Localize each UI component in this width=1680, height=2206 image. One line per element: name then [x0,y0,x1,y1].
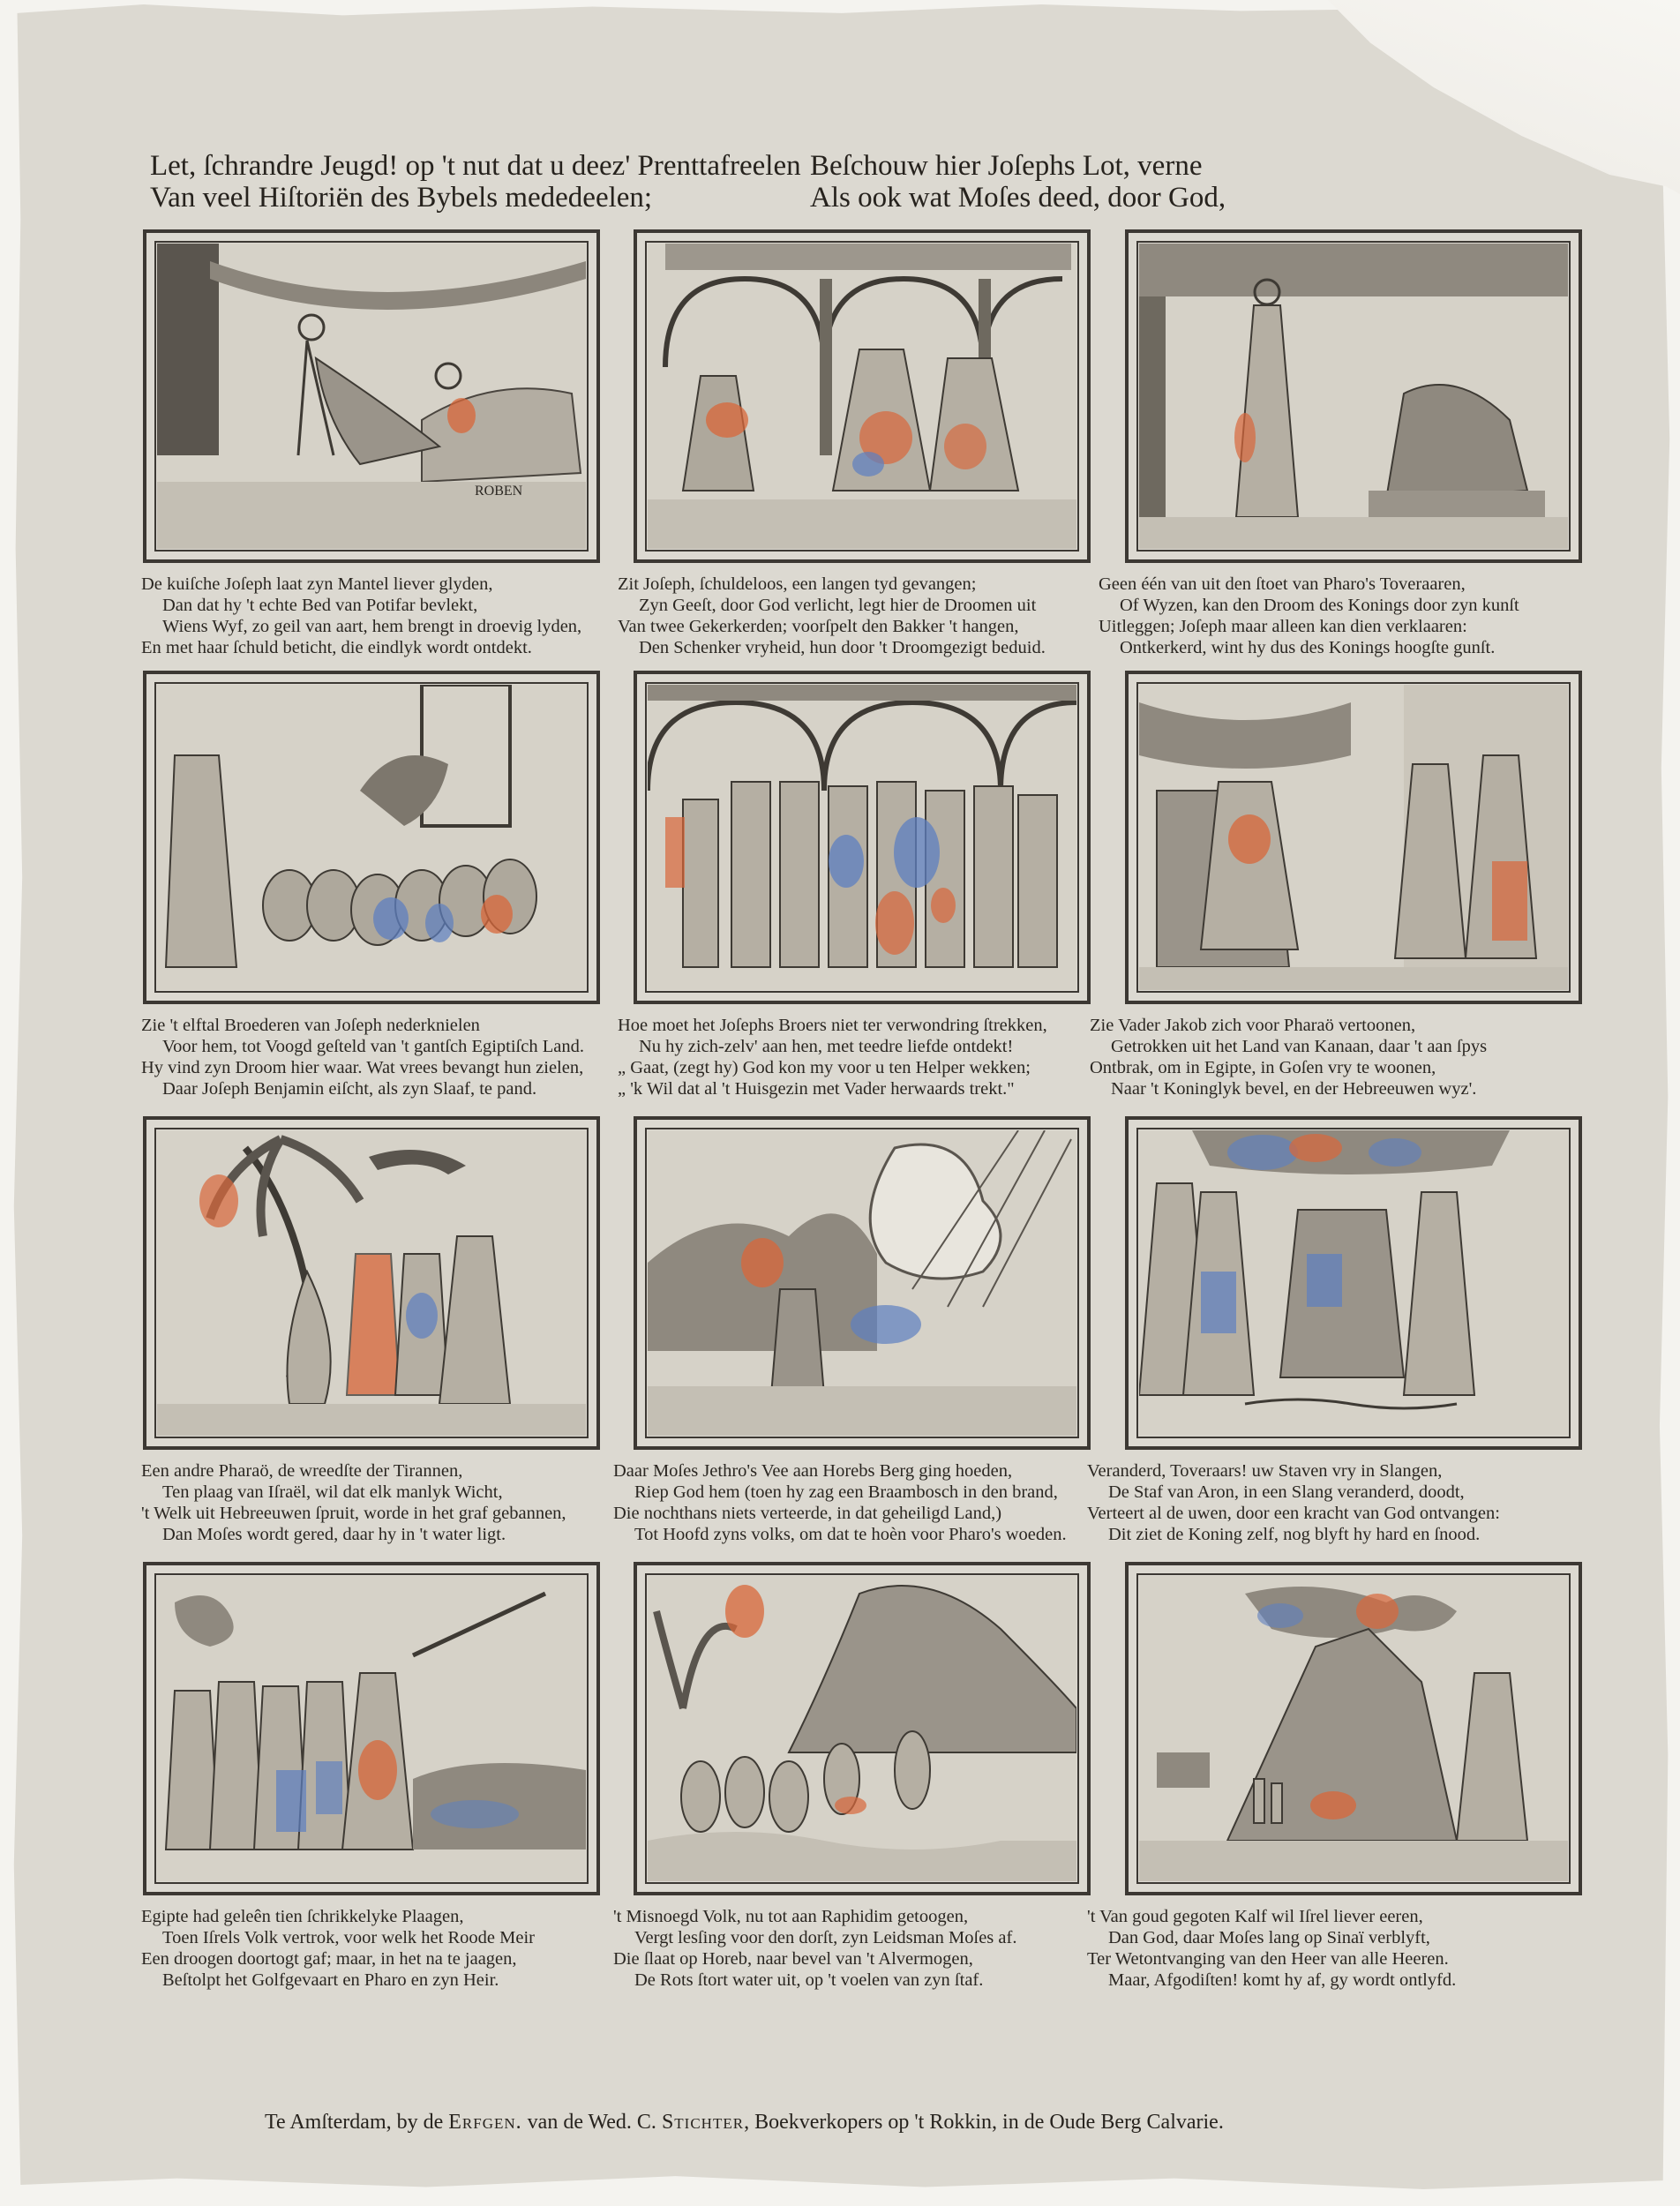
caption-7 [141,1460,635,1545]
woodcut-panel-8 [634,1116,1091,1450]
caption-10 [141,1906,635,1991]
caption-line: Voor hem, tot Voogd geſteld van 't gantſch Egiptiſch Land. [162,1037,584,1056]
woodcut-panel-3 [1125,229,1582,563]
caption-line: Hoe moet het Joſephs Broers niet ter verwondring ſtrekken, [618,1016,1047,1035]
caption-6 [1090,1015,1584,1099]
caption-line: Geen één van uit den ſtoet van Pharo's Toveraaren, [1099,574,1466,594]
imprint-publisher-name: Stichter [661,2111,745,2134]
caption-line: 't Welk uit Hebreeuwen ſpruit, worde in het graf gebannen, [141,1504,566,1523]
woodcut-panel-6 [1125,671,1582,1004]
caption-1 [141,574,635,658]
woodcut-image-12 [1139,1576,1568,1881]
caption-line: Veranderd, Toveraars! uw Staven vry in Slangen, [1087,1461,1443,1481]
caption-12 [1087,1906,1581,1991]
title-right-line-2: Als ook wat Moſes deed, door God, [810,182,1226,214]
caption-line: Daar Moſes Jethro's Vee aan Horebs Berg ging hoeden, [613,1461,1013,1481]
caption-line: Wiens Wyf, zo geil van aart, hem brengt in droevig lyden, [162,617,582,636]
caption-line: Uitleggen; Joſeph maar alleen kan dien verklaaren: [1099,617,1467,636]
woodcut-panel-9 [1125,1116,1582,1450]
imprint-suffix: , Boekverkopers op 't Rokkin, in de Oude Berg Calvarie. [744,2111,1224,2134]
caption-line: Den Schenker vryheid, hun door 't Droomgezigt beduid. [639,638,1046,657]
caption-5 [618,1015,1112,1099]
caption-line: Hy vind zyn Droom hier waar. Wat vrees bevangt hun zielen, [141,1058,584,1077]
title-left-line-2: Van veel Hiſtoriën des Bybels mededeelen; [150,182,653,214]
caption-line: Zit Joſeph, ſchuldeloos, een langen tyd gevangen; [618,574,977,594]
caption-line: Ontkerkerd, wint hy dus des Konings hoogſte gunſt. [1120,638,1496,657]
caption-line: Dan God, daar Moſes lang op Sinaï verblyft, [1108,1928,1430,1947]
woodcut-image-10 [157,1576,586,1881]
caption-line: Ontbrak, om in Egipte, in Goſen vry te woonen, [1090,1058,1436,1077]
title-right [810,150,1226,214]
caption-line: Maar, Afgodiſten! komt hy af, gy wordt ontlyfd. [1108,1970,1457,1990]
caption-2 [618,574,1112,658]
woodcut-panel-10 [143,1562,600,1895]
publisher-imprint [265,2111,1429,2135]
caption-line: Of Wyzen, kan den Droom des Konings door zyn kunſt [1120,596,1519,615]
caption-line: Beſtolpt het Golfgevaart en Pharo en zyn Heir. [162,1970,499,1990]
woodcut-image-8 [648,1130,1076,1436]
caption-line: Nu hy zich-zelv' aan hen, met teedre liefde ontdekt! [639,1037,1014,1056]
title-right-line-1: Beſchouw hier Joſephs Lot, verne [810,150,1203,182]
woodcut-image-9 [1139,1130,1568,1436]
caption-9 [1087,1460,1581,1545]
woodcut-panel-5 [634,671,1091,1004]
caption-line: De Rots ſtort water uit, op 't voelen van zyn ſtaf. [634,1970,984,1990]
caption-3 [1099,574,1593,658]
woodcut-panel-2 [634,229,1091,563]
caption-4 [141,1015,635,1099]
woodcut-panel-11 [634,1562,1091,1895]
caption-line: Ter Wetontvanging van den Heer van alle Heeren. [1087,1949,1449,1969]
caption-line: Een andre Pharaö, de wreedſte der Tirannen, [141,1461,463,1481]
caption-line: De kuiſche Joſeph laat zyn Mantel liever glyden, [141,574,493,594]
caption-line: Egipte had geleên tien ſchrikkelyke Plaagen, [141,1907,464,1926]
caption-line: Een droogen doortogt gaf; maar, in het na te jaagen, [141,1949,517,1969]
caption-line: Die nochthans niets verteerde, in dat geheiligd Land,) [613,1504,1002,1523]
caption-line: Zie Vader Jakob zich voor Pharaö vertoonen, [1090,1016,1416,1035]
caption-line: Riep God hem (toen hy zag een Braambosch in den brand, [634,1482,1058,1502]
caption-line: „ Gaat, (zegt hy) God kon my voor u ten Helper wekken; [618,1058,1031,1077]
caption-11 [613,1906,1107,1991]
caption-line: Die ſlaat op Horeb, naar bevel van 't Alvermogen, [613,1949,973,1969]
caption-line: „ 'k Wil dat al 't Huisgezin met Vader herwaards trekt." [618,1079,1015,1099]
woodcut-image-3 [1139,244,1568,549]
woodcut-image-11 [648,1576,1076,1881]
imprint-mid: van de Wed. C. [527,2111,656,2134]
caption-line: Vergt lesſing voor den dorſt, zyn Leidsman Moſes af. [634,1928,1017,1947]
caption-8 [613,1460,1107,1545]
caption-line: De Staf van Aron, in een Slang veranderd, doodt, [1108,1482,1465,1502]
caption-line: Naar 't Koninglyk bevel, en der Hebreeuwen wyz'. [1111,1079,1477,1099]
caption-line: Ten plaag van Iſraël, wil dat elk manlyk Wicht, [162,1482,503,1502]
caption-line: Dit ziet de Koning zelf, nog blyft hy hard en ſnood. [1108,1525,1481,1544]
woodcut-image-1 [157,244,586,549]
woodcut-image-6 [1139,685,1568,990]
caption-line: En met haar ſchuld beticht, die eindlyk wordt ontdekt. [141,638,532,657]
title-left-line-1: Let, ſchrandre Jeugd! op 't nut dat u deez' Prenttafreelen [150,150,801,182]
woodcut-panel-1 [143,229,600,563]
woodcut-panel-4 [143,671,600,1004]
caption-line: Van twee Gekerkerden; voorſpelt den Bakker 't hangen, [618,617,1019,636]
caption-line: Toen Iſrels Volk vertrok, voor welk het Roode Meir [162,1928,535,1947]
woodcut-image-5 [648,685,1076,990]
woodcut-panel-7 [143,1116,600,1450]
caption-line: Zie 't elftal Broederen van Joſeph nederknielen [141,1016,480,1035]
woodcut-panel-12 [1125,1562,1582,1895]
caption-line: Getrokken uit het Land van Kanaan, daar 't aan ſpys [1111,1037,1488,1056]
caption-line: 't Van goud gegoten Kalf wil Iſrel liever eeren, [1087,1907,1423,1926]
bed-inscription: ROBEN [475,484,523,499]
imprint-heirs: Erfgen. [448,2111,522,2134]
woodcut-image-7 [157,1130,586,1436]
caption-line: 't Misnoegd Volk, nu tot aan Raphidim getoogen, [613,1907,969,1926]
caption-line: Tot Hoofd zyns volks, om dat te hoèn voor Pharo's woeden. [634,1525,1067,1544]
imprint-prefix: Te Amſterdam, by de [265,2111,444,2134]
caption-line: Dan Moſes wordt gered, daar hy in 't water ligt. [162,1525,506,1544]
caption-line: Dan dat hy 't echte Bed van Potifar bevlekt, [162,596,478,615]
caption-line: Zyn Geeſt, door God verlicht, legt hier de Droomen uit [639,596,1037,615]
title-left [150,150,801,214]
caption-line: Verteert al de uwen, door een kracht van God ontvangen: [1087,1504,1500,1523]
woodcut-image-4 [157,685,586,990]
caption-line: Daar Joſeph Benjamin eiſcht, als zyn Slaaf, te pand. [162,1079,537,1099]
woodcut-image-2 [648,244,1076,549]
